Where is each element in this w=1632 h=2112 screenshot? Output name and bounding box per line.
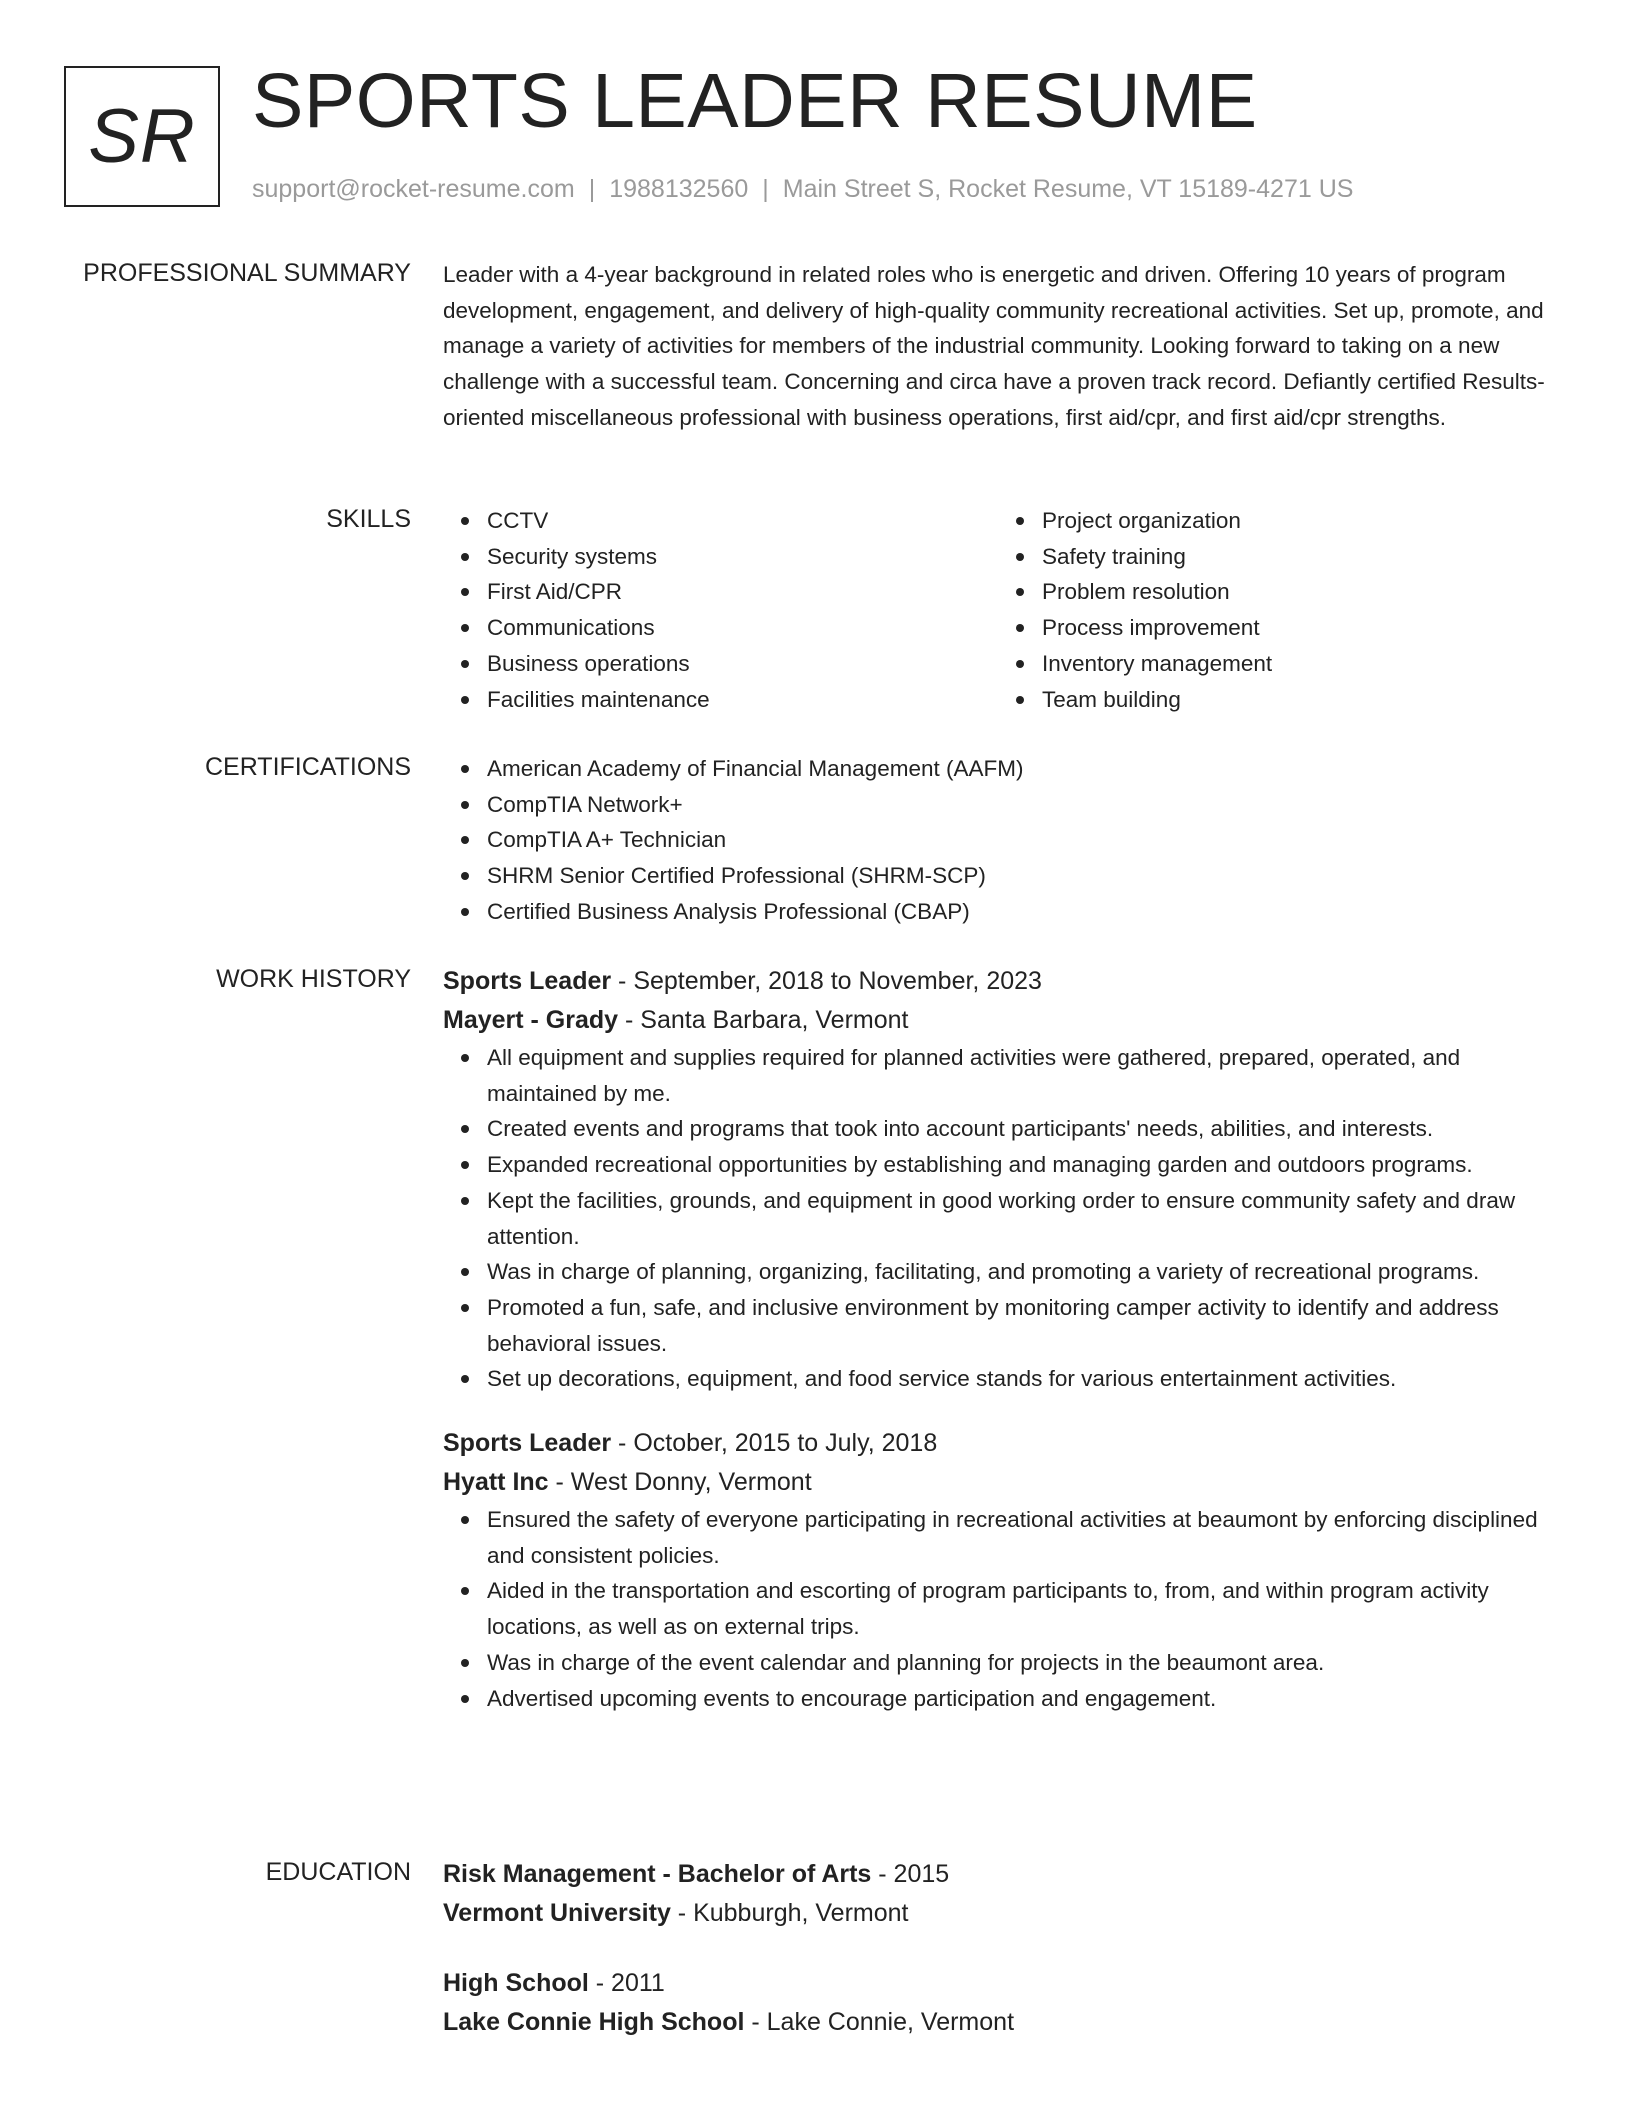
job-company: Hyatt Inc — [443, 1468, 549, 1497]
education-school: Vermont University — [443, 1899, 671, 1927]
section-label-education: EDUCATION — [265, 1858, 411, 1886]
education-location: - Lake Connie, Vermont — [744, 2008, 1015, 2036]
job-bullet: Kept the facilities, grounds, and equipment in good working order to ensure community safety and draw attention. — [487, 1183, 1553, 1254]
job-bullet: Created events and programs that took into account participants' needs, abilities, and interests. — [487, 1111, 1553, 1147]
contact-separator: | — [588, 175, 596, 203]
job-bullet: Expanded recreational opportunities by establishing and managing garden and outdoors programs. — [487, 1147, 1553, 1183]
job-bullet: Was in charge of the event calendar and planning for projects in the beaumont area. — [487, 1645, 1553, 1681]
skill-item: Security systems — [487, 539, 998, 575]
education-year: - 2015 — [871, 1860, 950, 1888]
job-dates: - September, 2018 to November, 2023 — [611, 967, 1042, 995]
certifications-body — [443, 751, 1553, 930]
summary-body — [443, 257, 1553, 436]
section-label-work-history: WORK HISTORY — [216, 965, 411, 993]
job-bullet: Advertised upcoming events to encourage participation and engagement. — [487, 1681, 1553, 1717]
skill-item: Communications — [487, 610, 998, 646]
job-bullet: Was in charge of planning, organizing, facilitating, and promoting a variety of recreational programs. — [487, 1254, 1553, 1290]
job-bullets — [443, 1502, 1553, 1716]
section-label-skills: SKILLS — [326, 505, 411, 533]
job-title-line — [443, 962, 1553, 1001]
job-bullet: Ensured the safety of everyone participating in recreational activities at beaumont by enforcing disciplined and consistent policies. — [487, 1502, 1553, 1573]
skill-item: CCTV — [487, 503, 998, 539]
job-bullets — [443, 1040, 1553, 1397]
job-bullet: Set up decorations, equipment, and food service stands for various entertainment activities. — [487, 1361, 1553, 1397]
job-company: Mayert - Grady — [443, 1006, 619, 1034]
education-degree-line — [443, 1855, 1553, 1894]
education-degree-line — [443, 1964, 1553, 2003]
job-bullet: All equipment and supplies required for planned activities were gathered, prepared, operated, and maintained by me. — [487, 1040, 1553, 1111]
skill-item: Process improvement — [1042, 610, 1553, 646]
resume-title: SPORTS LEADER RESUME — [252, 58, 1258, 144]
education-body — [443, 1855, 1553, 2042]
education-year: - 2011 — [588, 1969, 665, 1997]
job-title-line — [443, 1424, 1553, 1463]
job-dates: - October, 2015 to July, 2018 — [611, 1429, 938, 1458]
education-school-line — [443, 1894, 1553, 1933]
contact-line — [252, 172, 1353, 206]
skill-item: Problem resolution — [1042, 574, 1553, 610]
skill-item: First Aid/CPR — [487, 574, 998, 610]
skill-item: Team building — [1042, 682, 1553, 718]
contact-address: Main Street S, Rocket Resume, VT 15189-4271 US — [782, 175, 1354, 203]
education-location: - Kubburgh, Vermont — [670, 1899, 909, 1927]
certification-item: CompTIA A+ Technician — [487, 822, 1553, 858]
education-entry — [443, 1855, 1553, 1933]
skills-body — [443, 503, 1553, 717]
contact-phone[interactable]: 1988132560 — [609, 175, 749, 203]
certification-item: Certified Business Analysis Professional (CBAP) — [487, 894, 1553, 930]
certification-item: CompTIA Network+ — [487, 787, 1553, 823]
job-title: Sports Leader — [443, 967, 612, 995]
job-bullet: Promoted a fun, safe, and inclusive environment by monitoring camper activity to identify and address behavioral issues. — [487, 1290, 1553, 1361]
job-company-line — [443, 1001, 1553, 1040]
skills-list-left — [443, 503, 998, 717]
work-history-body — [443, 962, 1553, 1716]
contact-separator: | — [762, 175, 769, 203]
skill-item: Facilities maintenance — [487, 682, 998, 718]
job-bullet: Aided in the transportation and escorting of program participants to, from, and within program activity locations, as well as on external trips. — [487, 1573, 1553, 1644]
education-degree: High School — [443, 1969, 589, 1997]
skill-item: Business operations — [487, 646, 998, 682]
contact-email[interactable]: support@rocket-resume.com — [252, 175, 575, 203]
skills-grid — [443, 503, 1553, 717]
education-school: Lake Connie High School — [443, 2008, 745, 2036]
certifications-list — [443, 751, 1553, 930]
job-location: - West Donny, Vermont — [548, 1468, 812, 1497]
summary-text: Leader with a 4-year background in related roles who is energetic and driven. Offering 10 years of program development, engagement, and delivery of high-quality community recreational activities. Set up, promote, and manage a variety of activities for members of the industrial community. Looking forward to taking on a new challenge with a successful team. Concerning and circa have a proven track record. Defiantly certified Results-oriented miscellaneous professional with business operations, first aid/cpr, and first aid/cpr strengths. — [443, 262, 1545, 430]
skills-list-right — [998, 503, 1553, 717]
skill-item: Project organization — [1042, 503, 1553, 539]
job-entry — [443, 962, 1553, 1397]
job-entry — [443, 1424, 1553, 1716]
job-title: Sports Leader — [443, 1429, 612, 1458]
education-school-line — [443, 2003, 1553, 2042]
skill-item: Safety training — [1042, 539, 1553, 575]
job-company-line — [443, 1463, 1553, 1502]
skill-item: Inventory management — [1042, 646, 1553, 682]
certification-item: American Academy of Financial Management (AAFM) — [487, 751, 1553, 787]
certification-item: SHRM Senior Certified Professional (SHRM-SCP) — [487, 858, 1553, 894]
education-entry — [443, 1964, 1553, 2042]
section-label-certifications: CERTIFICATIONS — [204, 753, 411, 781]
section-label-summary: PROFESSIONAL SUMMARY — [83, 259, 411, 287]
education-degree: Risk Management - Bachelor of Arts — [443, 1860, 872, 1888]
job-location: - Santa Barbara, Vermont — [618, 1006, 909, 1034]
monogram-badge: SR — [64, 66, 220, 207]
